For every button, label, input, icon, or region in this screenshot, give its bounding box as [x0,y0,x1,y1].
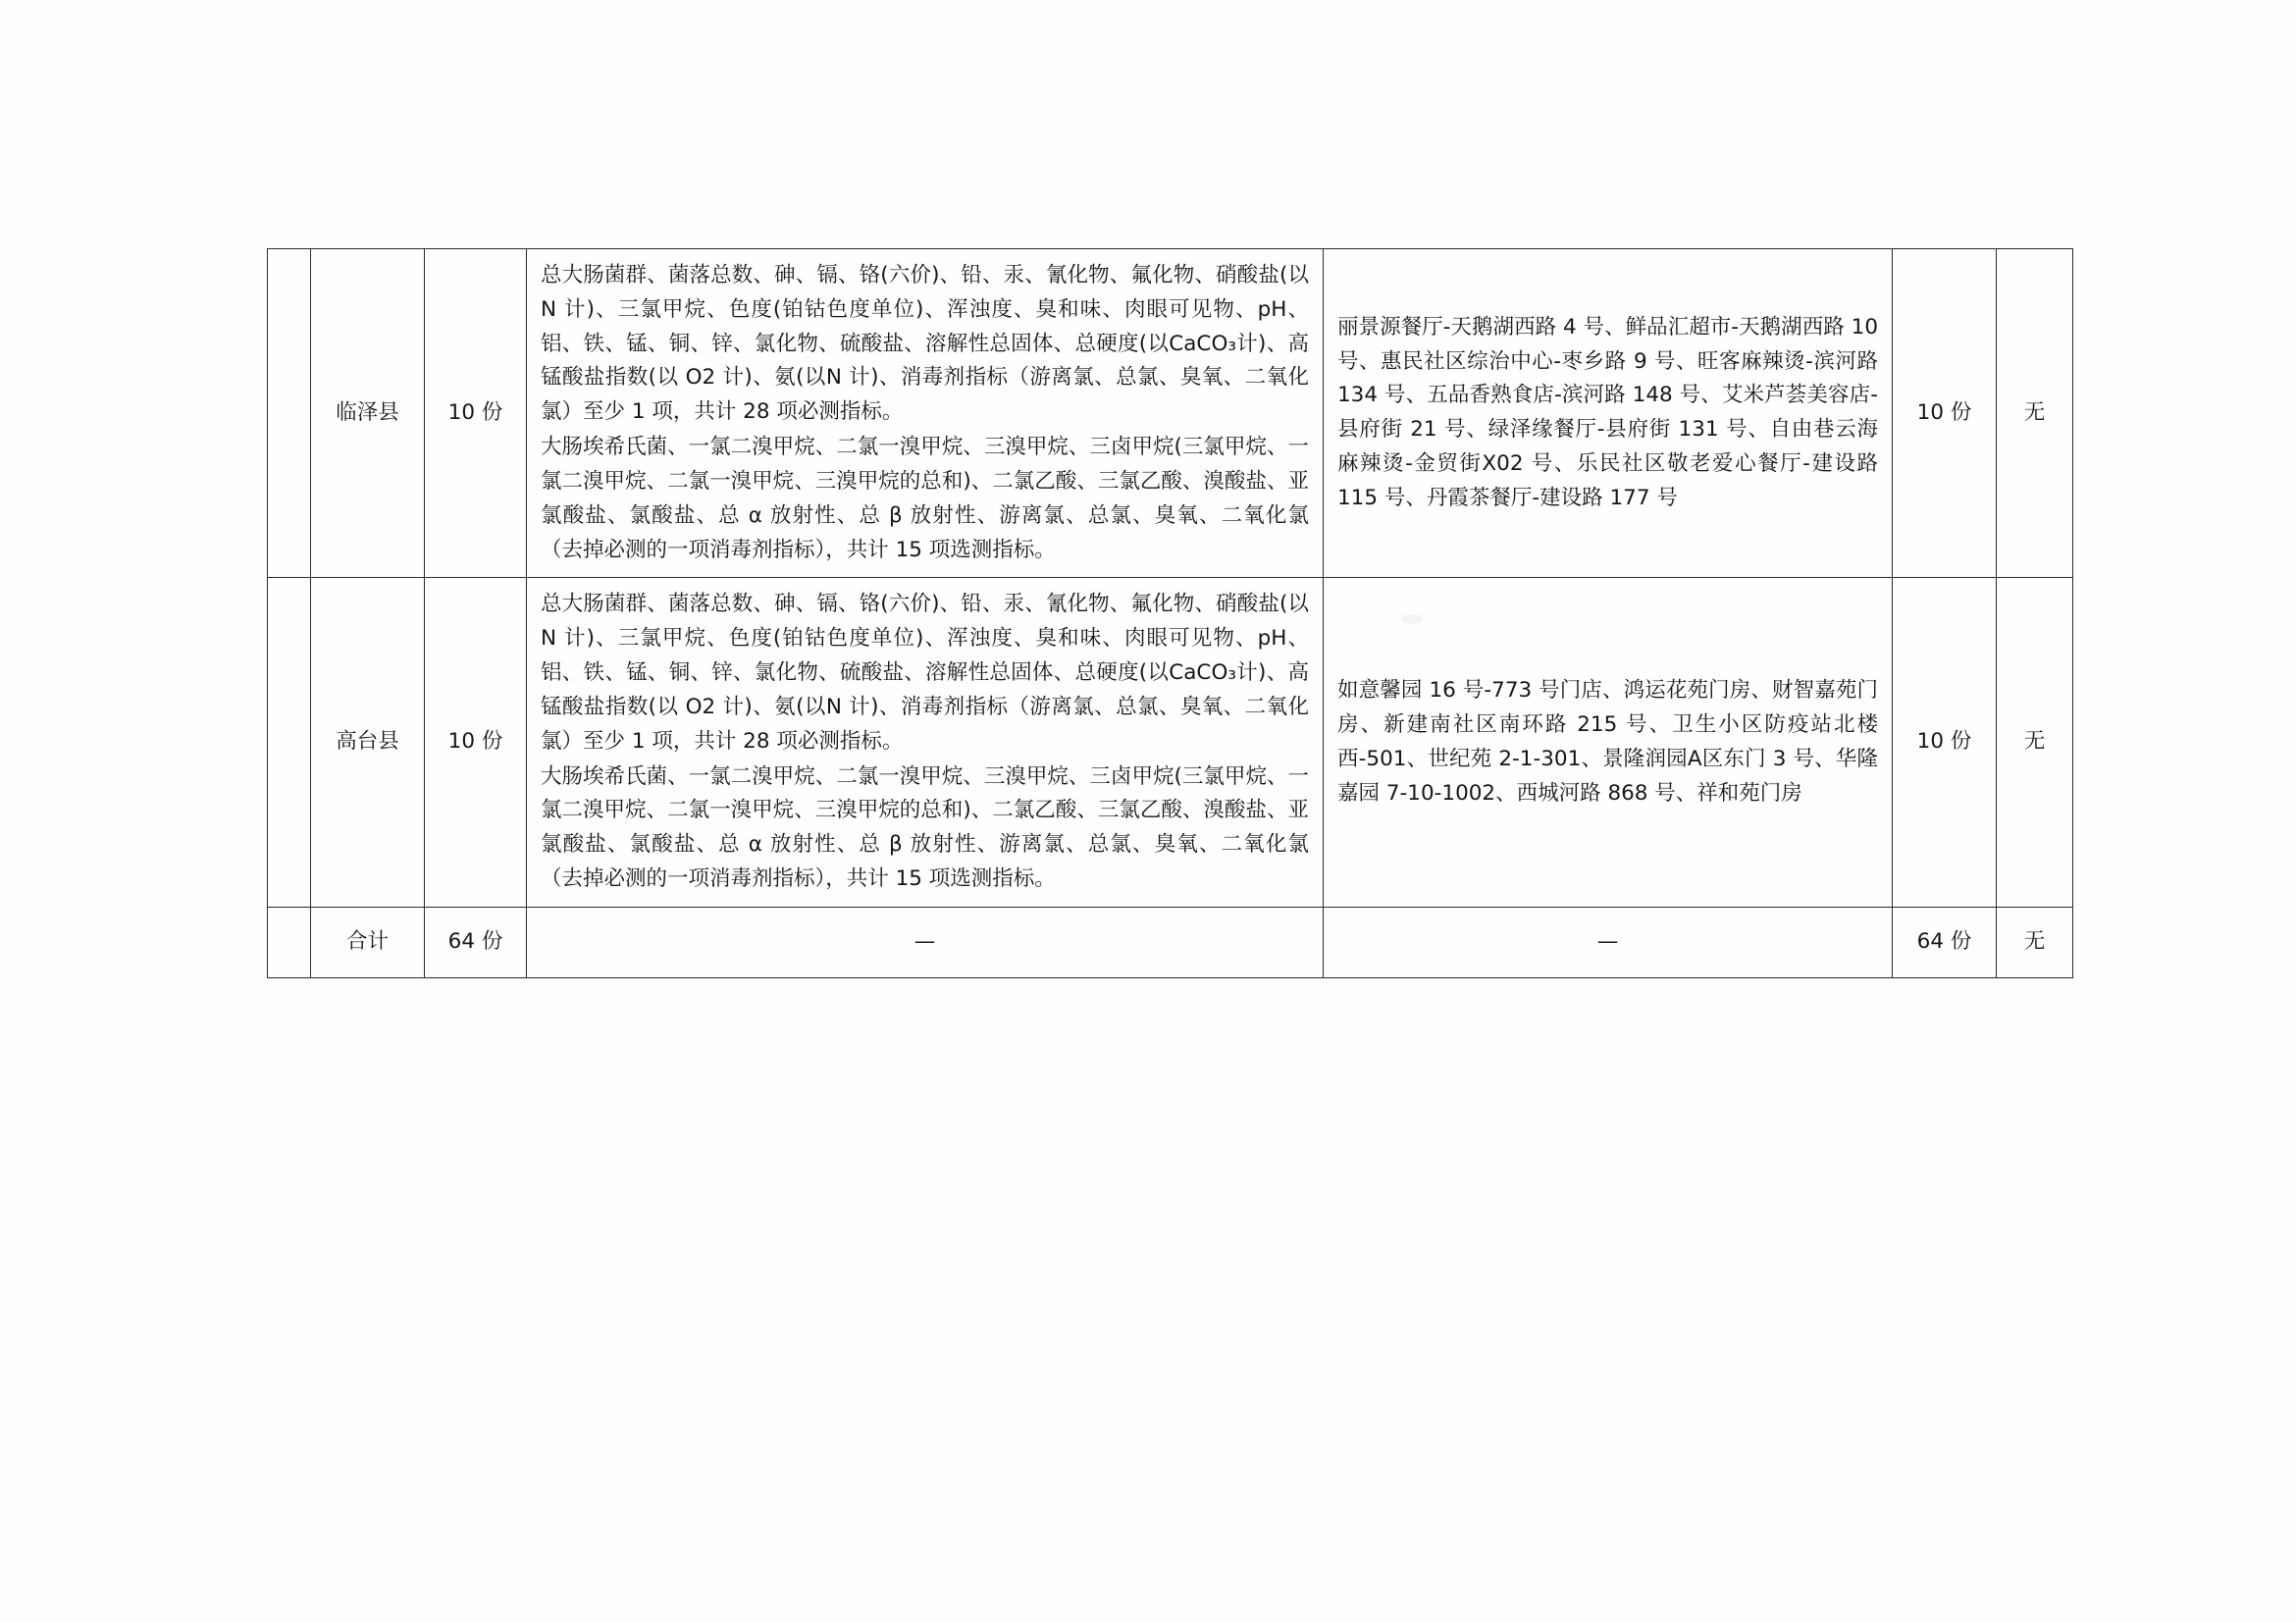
scan-artifact [1401,614,1423,624]
total-sample-count: 64 份 [425,907,527,977]
table-row [268,249,2073,578]
sample-count-confirm: 10 份 [1893,578,1997,907]
sample-count: 10 份 [425,249,527,578]
region-name: 临泽县 [311,249,425,578]
sample-count: 10 份 [425,578,527,907]
total-sites-dash: — [1324,907,1893,977]
indicator-list [527,578,1324,907]
indicator-paragraph-optional: 大肠埃希氏菌、一氯二溴甲烷、二氯一溴甲烷、三溴甲烷、三卤甲烷(三氯甲烷、一氯二溴甲烷、二氯一溴甲烷、三溴甲烷的总和)、二氯乙酸、三氯乙酸、溴酸盐、亚氯酸盐、氯酸盐、总 α 放射性、总 β 放射性、游离氯、总氯、臭氧、二氧化氯（去掉必测的一项消毒剂指标），共计 15 项选测指标。 [541,435,1309,562]
total-label: 合计 [311,907,425,977]
row-stub-cell [268,249,311,578]
sample-count-confirm: 10 份 [1893,249,1997,578]
sampling-plan-table [267,248,2073,978]
row-stub-cell [268,907,311,977]
table-row [268,578,2073,907]
indicator-list [527,249,1324,578]
sampling-sites: 丽景源餐厅-天鹅湖西路 4 号、鲜品汇超市-天鹅湖西路 10 号、惠民社区综治中心-枣乡路 9 号、旺客麻辣烫-滨河路 134 号、五品香熟食店-滨河路 148 号、艾米芦荟美容店-县府街 21 号、绿泽缘餐厅-县府街 131 号、自由巷云海麻辣烫-金贸街X02 号、乐民社区敬老爱心餐厅-建设路 115 号、丹霞茶餐厅-建设路 177 号 [1324,249,1893,578]
total-remark: 无 [1997,907,2073,977]
remark: 无 [1997,578,2073,907]
indicator-paragraph-required: 总大肠菌群、菌落总数、砷、镉、铬(六价)、铅、汞、氰化物、氟化物、硝酸盐(以N 计)、三氯甲烷、色度(铂钴色度单位)、浑浊度、臭和味、肉眼可见物、pH、铝、铁、锰、铜、锌、氯化物、硫酸盐、溶解性总固体、总硬度(以CaCO₃计)、高锰酸盐指数(以 O2 计)、氨(以N 计)、消毒剂指标（游离氯、总氯、臭氧、二氧化氯）至少 1 项，共计 28 项必测指标。 [541,592,1309,754]
indicator-paragraph-optional: 大肠埃希氏菌、一氯二溴甲烷、二氯一溴甲烷、三溴甲烷、三卤甲烷(三氯甲烷、一氯二溴甲烷、二氯一溴甲烷、三溴甲烷的总和)、二氯乙酸、三氯乙酸、溴酸盐、亚氯酸盐、氯酸盐、总 α 放射性、总 β 放射性、游离氯、总氯、臭氧、二氧化氯（去掉必测的一项消毒剂指标），共计 15 项选测指标。 [541,763,1309,892]
row-stub-cell [268,578,311,907]
total-sample-count-confirm: 64 份 [1893,907,1997,977]
indicator-paragraph-required: 总大肠菌群、菌落总数、砷、镉、铬(六价)、铅、汞、氰化物、氟化物、硝酸盐(以N 计)、三氯甲烷、色度(铂钴色度单位)、浑浊度、臭和味、肉眼可见物、pH、铝、铁、锰、铜、锌、氯化物、硫酸盐、溶解性总固体、总硬度(以CaCO₃计)、高锰酸盐指数(以 O2 计)、氨(以N 计)、消毒剂指标（游离氯、总氯、臭氧、二氧化氯）至少 1 项，共计 28 项必测指标。 [541,263,1309,425]
total-indicators-dash: — [527,907,1324,977]
sampling-sites: 如意馨园 16 号-773 号门店、鸿运花苑门房、财智嘉苑门房、新建南社区南环路 215 号、卫生小区防疫站北楼西-501、世纪苑 2-1-301、景隆润园A区东门 3 号、华隆嘉园 7-10-1002、西城河路 868 号、祥和苑门房 [1324,578,1893,907]
remark: 无 [1997,249,2073,578]
table-total-row [268,907,2073,977]
region-name: 高台县 [311,578,425,907]
